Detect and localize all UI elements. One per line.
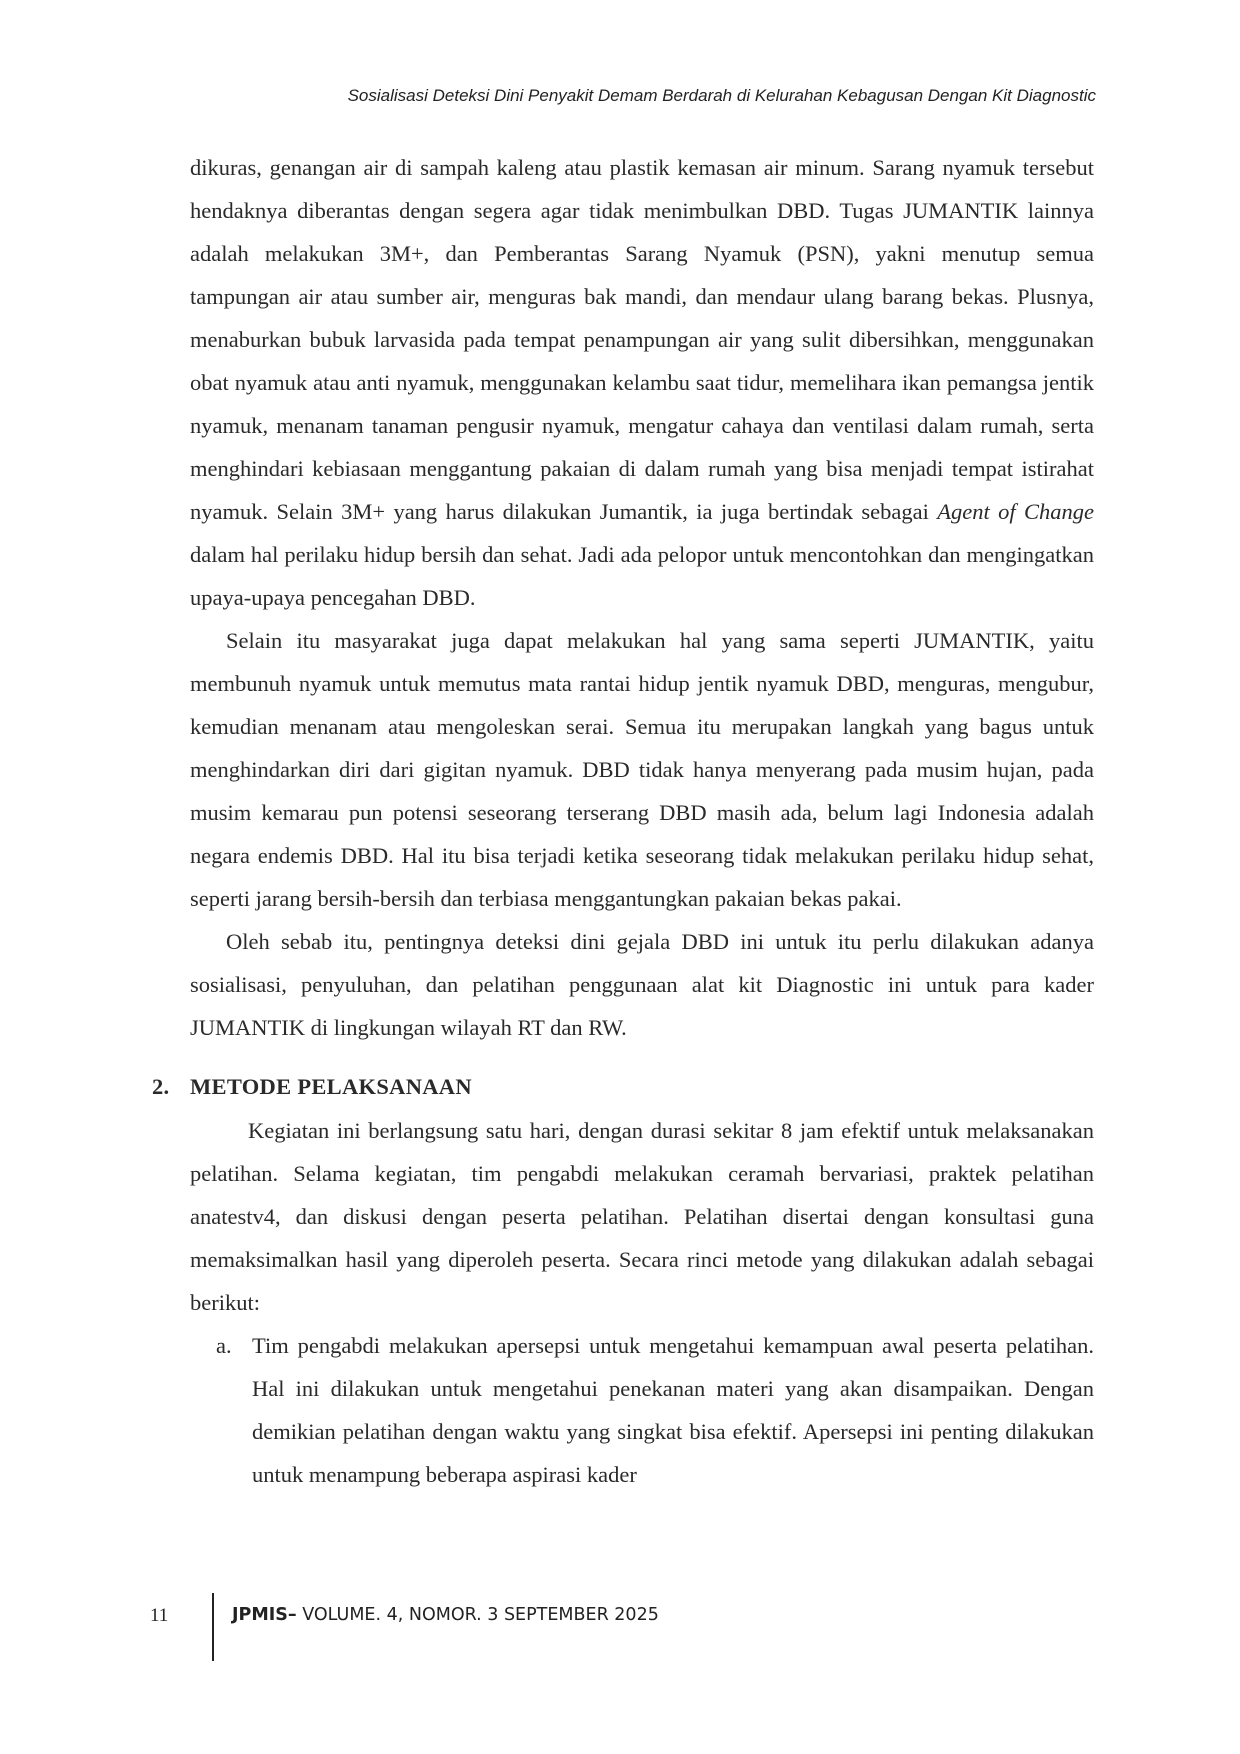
journal-issue: VOLUME. 4, NOMOR. 3 SEPTEMBER 2025 [296,1605,659,1625]
list-item-text: Tim pengabdi melakukan apersepsi untuk mengetahui kemampuan awal peserta pelatihan. Hal ini dilakukan untuk mengetahui penekanan materi yang akan disampaikan. Dengan demikian pelatihan dengan waktu yang singkat bisa efektif. Apersepsi ini penting dilakukan untuk menampung beberapa aspirasi kader [252,1333,1094,1487]
running-header: Sosialisasi Deteksi Dini Penyakit Demam Berdarah di Kelurahan Kebagusan Dengan Kit Diagnostic [347,86,1096,105]
paragraph-early-detection: Oleh sebab itu, pentingnya deteksi dini gejala DBD ini untuk itu perlu dilakukan adanya sosialisasi, penyuluhan, dan pelatihan penggunaan alat kit Diagnostic ini untuk para kader JUMANTIK di lingkungan wilayah RT dan RW. [190,929,1094,1040]
paragraph-method-intro: Kegiatan ini berlangsung satu hari, dengan durasi sekitar 8 jam efektif untuk melaksanakan pelatihan. Selama kegiatan, tim pengabdi melakukan ceramah bervariasi, praktek pelatihan anatestv4, dan diskusi dengan peserta pelatihan. Pelatihan disertai dengan konsultasi guna memaksimalkan hasil yang diperoleh peserta. Secara rinci metode yang dilakukan adalah sebagai berikut: [190,1118,1094,1315]
list-item [190,1324,1094,1496]
paragraph-jumantik-tasks [190,146,1094,619]
paragraph-community-prevention: Selain itu masyarakat juga dapat melakukan hal yang sama seperti JUMANTIK, yaitu membunuh nyamuk untuk memutus mata rantai hidup jentik nyamuk DBD, menguras, mengubur, kemudian menanam atau mengoleskan serai. Semua itu merupakan langkah yang bagus untuk menghindarkan diri dari gigitan nyamuk. DBD tidak hanya menyerang pada musim hujan, pada musim kemarau pun potensi seseorang terserang DBD masih ada, belum lagi Indonesia adalah negara endemis DBD. Hal itu bisa terjadi ketika seseorang tidak melakukan perilaku hidup sehat, seperti jarang bersih-bersih dan terbiasa menggantungkan pakaian bekas pakai. [190,628,1094,911]
section-number: 2. [152,1074,170,1099]
page-number: 11 [150,1605,169,1626]
italic-term: Agent of Change [937,499,1094,524]
section-title: METODE PELAKSANAAN [190,1074,472,1099]
journal-info [232,1605,659,1625]
journal-name: JPMIS– [232,1605,297,1625]
list-marker: a. [216,1333,232,1358]
paragraph-text: dikuras, genangan air di sampah kaleng atau plastik kemasan air minum. Sarang nyamuk tersebut hendaknya diberantas dengan segera agar tidak menimbulkan DBD. Tugas JUMANTIK lainnya adalah melakukan 3M+, dan Pemberantas Sarang Nyamuk (PSN), yakni menutup semua tampungan air atau sumber air, menguras bak mandi, dan mendaur ulang barang bekas. Plusnya, menaburkan bubuk larvasida pada tempat penampungan air yang sulit dibersihkan, menggunakan obat nyamuk atau anti nyamuk, menggunakan kelambu saat tidur, memelihara ikan pemangsa jentik nyamuk, menanam tanaman pengusir nyamuk, mengatur cahaya dan ventilasi dalam rumah, serta menghindari kebiasaan menggantung pakaian di dalam rumah yang bisa menjadi tempat istirahat nyamuk. Selain 3M+ yang harus dilakukan Jumantik, ia juga bertindak sebagai [190,155,1094,524]
footer-divider [212,1593,214,1661]
body-text [152,146,1094,1496]
section-heading [152,1065,1094,1109]
paragraph-text: dalam hal perilaku hidup bersih dan sehat. Jadi ada pelopor untuk mencontohkan dan mengingatkan upaya-upaya pencegahan DBD. [190,542,1094,610]
